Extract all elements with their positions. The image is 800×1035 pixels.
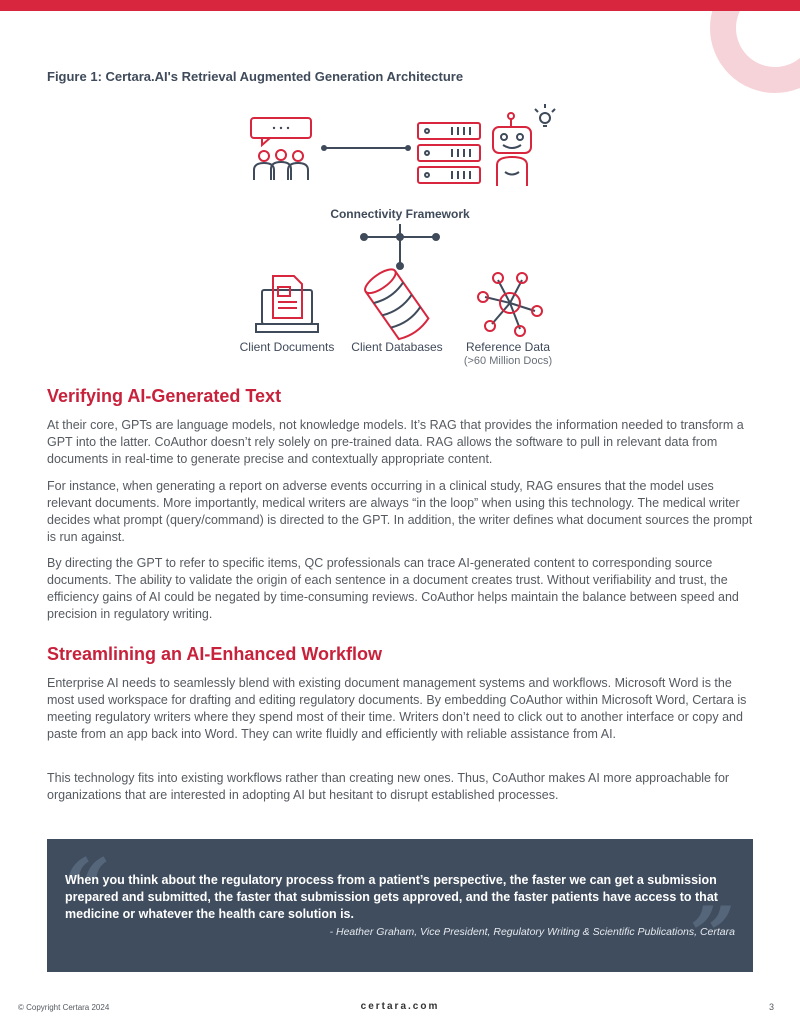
- decorative-ring: [660, 0, 800, 110]
- quote-attribution: - Heather Graham, Vice President, Regulatory Writing & Scientific Publications, Certara: [329, 926, 735, 938]
- client-databases-label: Client Databases: [351, 340, 443, 354]
- section-heading-verifying: Verifying AI-Generated Text: [47, 386, 282, 406]
- laptop-document-icon: [256, 276, 318, 332]
- close-quote-mark: ”: [690, 890, 735, 981]
- quote-box: [47, 839, 753, 981]
- network-icon: [478, 273, 542, 336]
- users-chat-icon: [251, 118, 311, 180]
- connectivity-framework-label: Connectivity Framework: [330, 207, 470, 221]
- paragraph: At their core, GPTs are language models, not knowledge models. It’s RAG that provides the information needed to transform a GPT into the latter. CoAuthor doesn’t rely solely on pre-trained data. RAG allows the software to pull in relevant data from documents in real-time to generate precise and contextually appropriate content.: [47, 418, 744, 466]
- figure-title: Figure 1: Certara.AI's Retrieval Augmented Generation Architecture: [47, 69, 464, 84]
- section-heading-streamlining: Streamlining an AI-Enhanced Workflow: [47, 644, 383, 664]
- reference-data-label: Reference Data: [465, 340, 551, 354]
- footer-copyright: © Copyright Certara 2024: [18, 1003, 110, 1012]
- page-number: 3: [768, 1002, 774, 1012]
- paragraph: Enterprise AI needs to seamlessly blend with existing document management systems and workflows. Microsoft Word is the most used workspace for drafting and editing regulatory documents. By embedding CoAuthor within Microsoft Word, Certara is meeting regulatory writers where they spend most of their time. Writers don’t need to click out to another interface or copy and paste from an app back into Word. They can write fluidly and efficiently with reliable assistance from AI.: [47, 676, 747, 741]
- rag-architecture-diagram: [0, 95, 800, 375]
- server-icon: [418, 123, 480, 183]
- paragraph: For instance, when generating a report on adverse events occurring in a clinical study, RAG ensures that the model uses relevant documents. More importantly, medical writers are always “in the loop” when using this technology. The medical writer decides what prompt (query/command) is directed to the GPT. In addition, the writer defines what document sources the prompt is run against.: [47, 479, 753, 544]
- connectivity-tree: [361, 224, 439, 269]
- open-quote-mark: “: [65, 842, 110, 933]
- reference-data-sublabel: (>60 Million Docs): [463, 355, 553, 367]
- paragraph: This technology fits into existing workflows rather than creating new ones. Thus, CoAuthor makes AI more approachable for organizations that are interested in adopting AI but hesitant to disrupt established processes.: [47, 771, 730, 802]
- quote-text: When you think about the regulatory process from a patient’s perspective, the faster we can get a submission prepared and submitted, the faster that submission gets approved, and the faster patients have access to that medicine or whatever the health care solution is.: [65, 873, 718, 921]
- robot-icon: [493, 104, 555, 186]
- database-icon: [362, 265, 431, 342]
- footer-site: certara.com: [360, 1001, 440, 1012]
- paragraph: By directing the GPT to refer to specific items, QC professionals can trace AI-generated content to corresponding source documents. The ability to validate the origin of each sentence in a document creates trust. Without verifiability and trust, the efficiency gains of AI could be negated by time-consuming reviews. CoAuthor helps maintain the balance between speed and precision in regulatory writing.: [47, 556, 739, 621]
- client-documents-label: Client Documents: [239, 340, 335, 354]
